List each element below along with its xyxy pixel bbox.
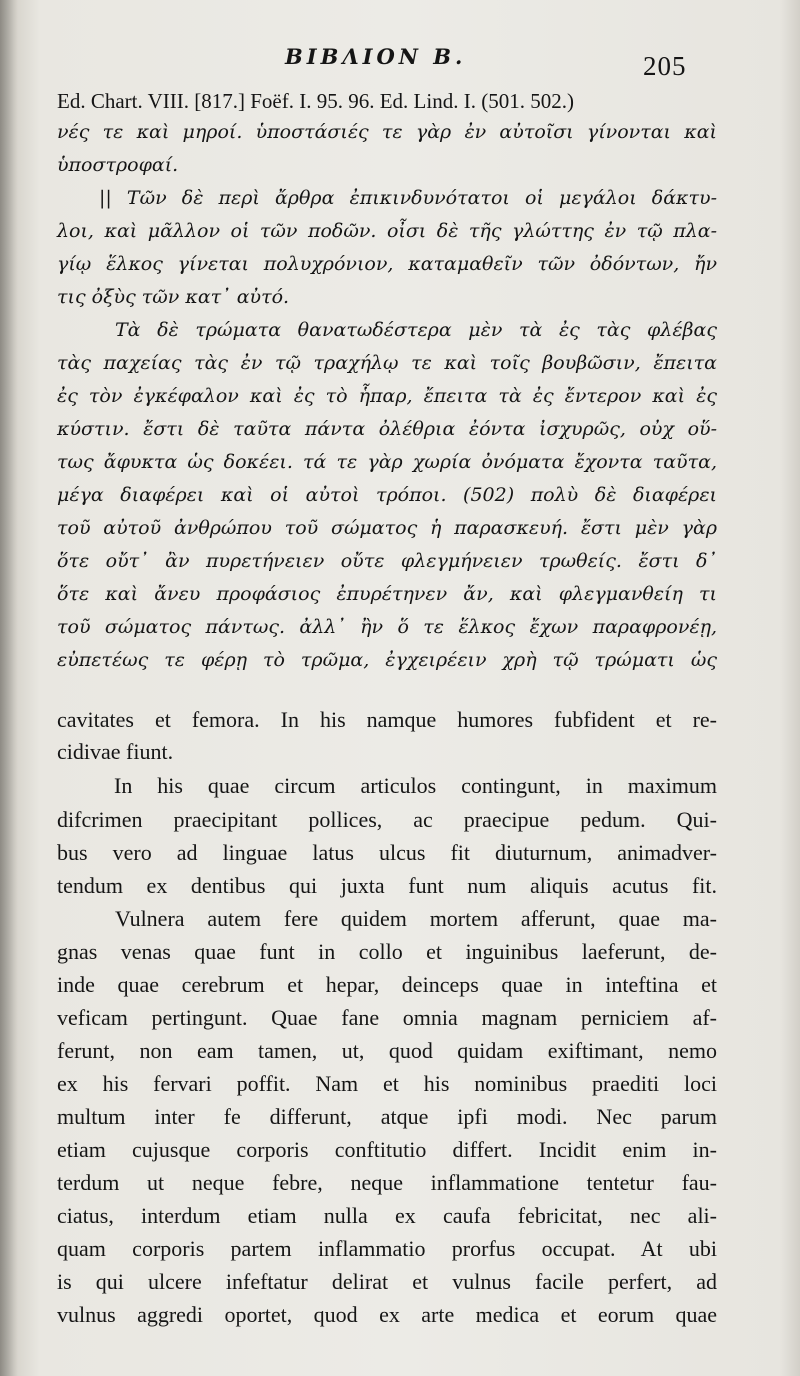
running-title: ΒΙΒΛΙΟΝ Β. — [285, 44, 467, 69]
greek-line: μέγα διαφέρει καὶ οἱ αὐτοὶ τρόποι. (502) πολὺ δὲ διαφέρει — [57, 484, 717, 506]
greek-line: ὑποστροφαί. — [57, 154, 179, 176]
greek-line: γίῳ ἕλκος γίνεται πολυχρόνιον, καταμαθεῖν τῶν ὀδόντων, ἤν — [57, 253, 717, 275]
greek-line: εὐπετέως τε φέρῃ τὸ τρῶμα, ἐγχειρέειν χρὴ τῷ τρώματι ὡς — [57, 649, 717, 671]
greek-line: τοῦ σώματος πάντως. ἀλλ᾽ ἢν ὅ τε ἕλκος ἔχων παραφρονέῃ, — [57, 616, 717, 638]
greek-line: ὅτε καὶ ἄνευ προφάσιος ἐπυρέτηνεν ἄν, καὶ φλεγμανθείη τι — [57, 583, 717, 605]
latin-line: gnas venas quae funt in collo et inguinibus laeferunt, de- — [57, 939, 717, 964]
latin-line: veficam pertingunt. Quae fane omnia magnam perniciem af- — [57, 1005, 717, 1030]
latin-line: In his quae circum articulos contingunt, in maximum — [114, 773, 717, 798]
greek-line: λοι, καὶ μᾶλλον οἱ τῶν ποδῶν. οἶσι δὲ τῆς γλώττης ἐν τῷ πλα- — [57, 220, 717, 242]
greek-line: ἐς τὸν ἐγκέφαλον καὶ ἐς τὸ ἧπαρ, ἔπειτα τὰ ἐς ἔντερον καὶ ἐς — [57, 385, 717, 407]
greek-line: τοῦ αὐτοῦ ἀνθρώπου τοῦ σώματος ἡ παρασκευή. ἔστι μὲν γὰρ — [57, 517, 717, 539]
latin-line: bus vero ad linguae latus ulcus fit diuturnum, animadver- — [57, 840, 717, 865]
latin-line: multum inter fe differunt, atque ipfi modi. Nec parum — [57, 1104, 717, 1129]
latin-line: inde quae cerebrum et hepar, deinceps quae in inteftina et — [57, 972, 717, 997]
latin-line: terdum ut neque febre, neque inflammatione tentetur fau- — [57, 1170, 717, 1195]
greek-line: τως ἄφυκτα ὡς δοκέει. τά τε γὰρ χωρία ὀνόματα ἔχοντα ταῦτα, — [57, 451, 717, 473]
latin-line: difcrimen praecipitant pollices, ac praecipue pedum. Qui- — [57, 807, 717, 832]
edition-references: Ed. Chart. VIII. [817.] Foëf. I. 95. 96. Ed. Lind. I. (501. 502.) — [57, 89, 574, 113]
latin-line: vulnus aggredi oportet, quod ex arte medica et eorum quae — [57, 1302, 717, 1327]
latin-line: is qui ulcere infeftatur delirat et vulnus facile perfert, ad — [57, 1269, 717, 1294]
page-number: 205 — [643, 51, 687, 81]
greek-line: νές τε καὶ μηροί. ὑποστάσιές τε γὰρ ἐν αὐτοῖσι γίνονται καὶ — [57, 121, 717, 143]
latin-line: etiam cujusque corporis conftitutio differt. Incidit enim in- — [57, 1137, 717, 1162]
greek-line: ὅτε οὔτ᾽ ἂν πυρετήνειεν οὔτε φλεγμήνειεν τρωθείς. ἔστι δ᾽ — [57, 550, 717, 572]
latin-line: Vulnera autem fere quidem mortem afferunt, quae ma- — [115, 906, 717, 931]
spine-shadow — [0, 0, 18, 1376]
greek-line: τις ὀξὺς τῶν κατ᾽ αὐτό. — [57, 286, 290, 308]
latin-line: tendum ex dentibus qui juxta funt num aliquis acutus fit. — [57, 873, 717, 898]
greek-line: || Τῶν δὲ περὶ ἄρθρα ἐπικινδυνότατοι οἱ μεγάλοι δάκτυ- — [99, 187, 717, 209]
latin-line: ex his fervari poffit. Nam et his nominibus praediti loci — [57, 1071, 717, 1096]
latin-line: ciatus, interdum etiam nulla ex caufa febricitat, nec ali- — [57, 1203, 717, 1228]
greek-line: Τὰ δὲ τρώματα θανατωδέστερα μὲν τὰ ἐς τὰς φλέβας — [115, 319, 717, 341]
latin-line: cavitates et femora. In his namque humores fubfident et re- — [57, 707, 717, 732]
latin-line: cidivae fiunt. — [57, 739, 174, 764]
latin-line: quam corporis partem inflammatio prorfus occupat. At ubi — [57, 1236, 717, 1261]
greek-line: κύστιν. ἔστι δὲ ταῦτα πάντα ὀλέθρια ἐόντα ἰσχυρῶς, οὐχ οὕ- — [57, 418, 717, 440]
greek-line: τὰς παχείας τὰς ἐν τῷ τραχήλῳ τε καὶ τοῖς βουβῶσιν, ἔπειτα — [57, 352, 717, 374]
latin-line: ferunt, non eam tamen, ut, quod quidam exiftimant, nemo — [57, 1038, 717, 1063]
